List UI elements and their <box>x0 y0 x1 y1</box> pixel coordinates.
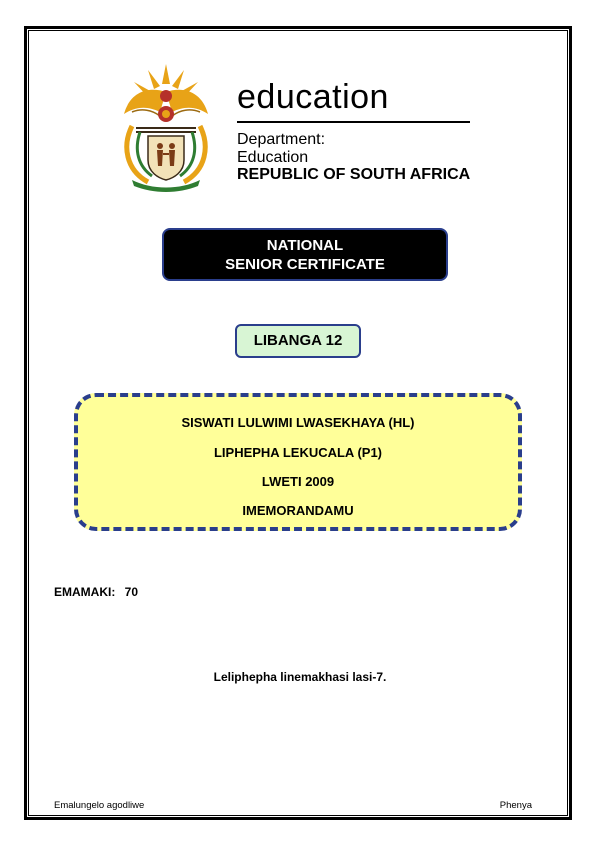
grade-badge: LIBANGA 12 <box>235 324 361 358</box>
department-name: Education <box>237 149 309 166</box>
coat-of-arms-icon <box>118 62 214 192</box>
footer-copyright: Emalungelo agodliwe <box>54 800 145 811</box>
marks-label: EMAMAKI: <box>54 585 116 599</box>
pages-note: Leliphepha linemakhasi lasi-7. <box>213 670 387 684</box>
subject-session: LWETI 2009 <box>261 474 335 489</box>
subject-paper: LIPHEPHA LEKUCALA (P1) <box>213 445 383 460</box>
subject-language: SISWATI LULWIMI LWASEKHAYA (HL) <box>181 415 415 430</box>
subject-panel <box>74 393 522 531</box>
certificate-line-2: SENIOR CERTIFICATE <box>225 255 385 273</box>
certificate-banner <box>162 228 448 281</box>
subject-doc-type: IMEMORANDAMU <box>242 503 354 518</box>
department-label: Department: <box>237 131 326 148</box>
education-wordmark: education <box>237 78 389 116</box>
footer-turn-over: Phenya <box>499 800 532 811</box>
wordmark-underline <box>237 121 470 123</box>
marks-value: 70 <box>124 585 139 599</box>
marks-line <box>54 585 138 599</box>
republic-label: REPUBLIC OF SOUTH AFRICA <box>237 166 471 183</box>
certificate-line-1: NATIONAL <box>266 236 344 254</box>
